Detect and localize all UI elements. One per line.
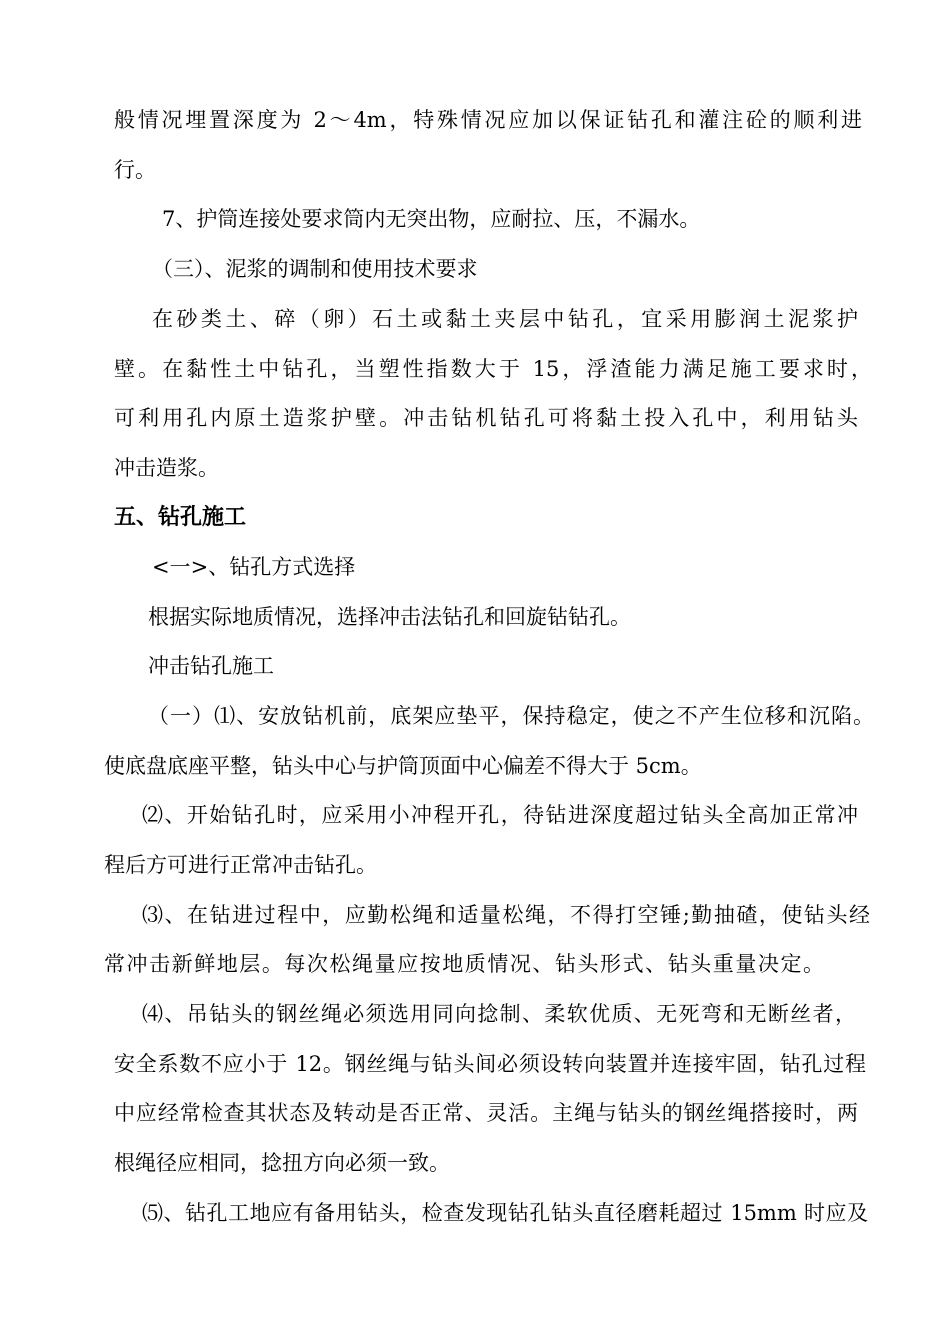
text-line: ⑵、开始钻孔时，应采用小冲程开孔，待钻进深度超过钻头全高加正常冲 — [142, 803, 858, 827]
text-line: 中应经常检查其状态及转动是否正常、灵活。主绳与钻头的钢丝绳搭接时，两 — [114, 1101, 858, 1125]
text-line: 7、护筒连接处要求筒内无突出物，应耐拉、压，不漏水。 — [162, 207, 701, 231]
text-line: ⑷、吊钻头的钢丝绳必须选用同向捻制、柔软优质、无死弯和无断丝者， — [142, 1002, 856, 1026]
text-line: （一）⑴、安放钻机前，底架应垫平，保持稳定，使之不产生位移和沉陷。 — [148, 704, 874, 728]
text-line: 程后方可进行正常冲击钻孔。 — [104, 853, 377, 877]
subsection-title: 冲击钻孔施工 — [148, 654, 274, 678]
section-subheading: （三）、泥浆的调制和使用技术要求 — [152, 257, 478, 281]
text-line: ⑸、钻孔工地应有备用钻头，检查发现钻孔钻头直径磨耗超过 15mm 时应及 — [142, 1201, 868, 1225]
text-line: 安全系数不应小于 12。钢丝绳与钻头间必须设转向装置并连接牢固，钻孔过程 — [114, 1052, 866, 1076]
text-line: 冲击造浆。 — [114, 456, 219, 480]
text-line: 壁。在黏性土中钻孔，当塑性指数大于 15，浮渣能力满足施工要求时， — [114, 357, 872, 381]
text-line: ⑶、在钻进过程中，应勤松绳和适量松绳，不得打空锤;勤抽碴，使钻头经 — [142, 903, 870, 927]
text-line: 使底盘底座平整，钻头中心与护筒顶面中心偏差不得大于 5cm。 — [104, 754, 702, 778]
text-line: 可利用孔内原土造浆护壁。冲击钻机钻孔可将黏土投入孔中，利用钻头 — [114, 406, 858, 430]
text-line: 在砂类土、碎（卵）石土或黏土夹层中钻孔，宜采用膨润土泥浆护 — [152, 307, 858, 331]
text-line: 根绳径应相同，捻扭方向必须一致。 — [114, 1151, 450, 1175]
section-subheading: <一>、钻孔方式选择 — [152, 555, 356, 579]
text-line: 常冲击新鲜地层。每次松绳量应按地质情况、钻头形式、钻头重量决定。 — [104, 952, 824, 976]
text-line: 根据实际地质情况，选择冲击法钻孔和回旋钻钻孔。 — [148, 605, 631, 629]
text-line: 般情况埋置深度为 2～4m，特殊情况应加以保证钻孔和灌注砼的顺利进 — [114, 108, 862, 132]
section-heading: 五、钻孔施工 — [114, 505, 247, 530]
text-line: 行。 — [114, 158, 156, 182]
